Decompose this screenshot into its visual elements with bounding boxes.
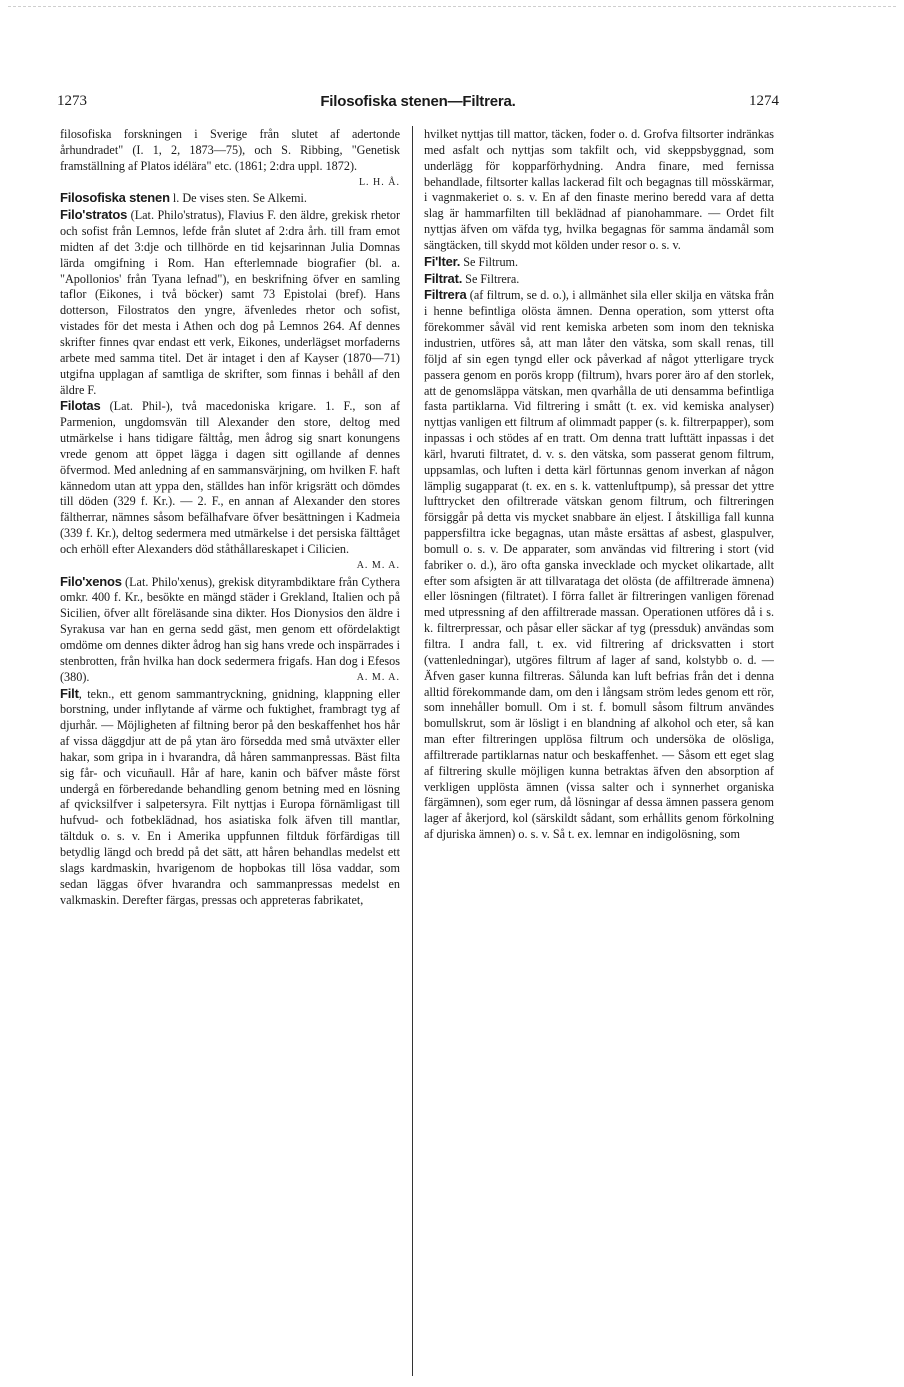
page-number-right: 1274 — [749, 93, 779, 109]
headword: Filtrera — [424, 287, 467, 303]
entry-text: hvilket nyttjas till mattor, täcken, foder o. d. Grofva filtsorter indränkas med asfalt och nyttjas som takfilt och, vid skeppsbyggnad, som underlägg för kopparförhydning. Andra finare, med fernissa behandlade, filtsorter kallas lackerad filt och begagnas till mösskärmar, i vagnmakeriet o. s. v. En af den finaste merino beredd vara af detta slag är hammarfilten till beklädnad af pianohammare. — Ordet filt nyttjas äfven om väfda tyg, hvilka begagnas för samma ändamål som sängtäcken, till skydd mot kölden under resor o. s. v. — [424, 127, 774, 252]
entry-text: Se Filtrum. — [460, 254, 519, 269]
running-title: Filosofiska stenen—Filtrera. — [320, 93, 516, 110]
entry — [60, 686, 400, 909]
entry-text: (Lat. Philo'stratus), Flavius F. den äldre, grekisk rhetor och sofist från Lemnos, lefde från slutet af 2:dra årh. till fram emot midten af det 3:dje och tillhörde en tid kejsarinnan Julia Domnas lärda omgifning i Rom. Han efterlemnade biografier (bl. a. "Apollonios' från Tyana lefnad"), en beskrifning öfver en samling taflor (Eikones, i två böcker) samt 73 Epistolai (bref). Hans dotterson, Filostratos den yngre, äfvenledes rhetor och sofist, vistades för det mesta i Athen och dog på Lemnos 264. Af dennes skrifter finnes qvar endast ett verk, Eikones, underlägset morfaderns arbete med samma titel. Det är intaget i den af Kayser (1870—71) utgifna upplagan af samtliga de skrifter, som finnas i behåll af den äldre F. — [60, 208, 400, 397]
headword: Filotas — [60, 398, 101, 414]
headword: Filo'stratos — [60, 207, 128, 223]
left-column — [60, 126, 400, 1374]
page-number-left: 1273 — [57, 93, 87, 109]
page-header — [57, 93, 779, 115]
entry — [424, 254, 774, 271]
entry — [60, 574, 400, 686]
entry-text: (Lat. Phil-), två macedoniska krigare. 1. F., son af Parmenion, ungdomsvän till Alexander den store, deltog med utmärkelse i hans tidigare fälttåg, men ådrog sig snart konungens vrede genom att öppet lägga i dagen sitt ogillande af dennes öfvermod. Med anledning af en sammansvärjning, om hvilken F. haft kännedom utan att yppa den, ställdes han inför krigsrätt och dömdes till döden (329 f. Kr.). — 2. F., en annan af Alexander den stores fältherrar, nämnes såsom befälhafvare öfver besättningen i Kadmeia (339 f. Kr.), deltog sedermera med utmärkelse i det persiska fälttåget och erhöll efter Alexanders död ståthållareskapet i Cilicien. — [60, 399, 400, 556]
headword: Filo'xenos — [60, 573, 122, 589]
author-signature: A. M. A. — [356, 671, 400, 683]
entry-text: l. De vises sten. Se Alkemi. — [169, 191, 307, 206]
entry-text: Se Filtrera. — [462, 271, 520, 286]
entry-text: , tekn., ett genom sammantryckning, gnidning, klappning eller borstning, under inflytande af värme och fuktighet, frambragt tyg af djurhår. — Möjligheten af filtning beror på den beskaffenhet hos hår af vissa däggdjur att de på ytan äro försedda med små utväxter eller hakar, som gripa in i hvarandra, då håren sammanpressas. Bäst filta sig får- och vicuñaull. Hår af hare, kanin och bäfver måste först undergå en förberedande behandling genom betning med en lösning af qvicksilfver i salpetersyra. Filt nyttjas i Europa förnämligast till hufvud- och fotbeklädnad, hos asiatiska folk äfven till mantlar, tältduk o. s. v. En i Amerika uppfunnen filtduk förfärdigas till betydlig längd och bredd på det sätt, att håren behandlas medelst ett slags kardmaskin, hvarigenom de hopbokas till lösa vaddar, som sedan läggas öfver hvarandra och sammanpressas medelst en valkmaskin. Derefter färgas, pressas och appreteras fabrikatet, — [60, 686, 400, 907]
headword: Fi'lter. — [424, 253, 461, 269]
entry — [60, 398, 400, 571]
author-signature: L. H. Å. — [358, 176, 400, 188]
headword: Filtrat. — [424, 270, 463, 286]
author-signature: A. M. A. — [356, 559, 400, 571]
entry — [60, 207, 400, 398]
entry — [424, 126, 774, 254]
column-divider — [412, 126, 413, 1376]
entry-text: (af filtrum, se d. o.), i allmänhet sila eller skilja en vätska från i henne befintliga olösta ämnen. Denna operation, som ytterst ofta förekommer såväl vid rent kemiska arbeten som inom den tekniska industrien, utföres så, att man låter den vätska, som skall renas, till följd af sin egen tyngd eller ock påverkad af något ytterligare tryck passera genom en porös kropp (filtrum), hvars porer äro af den storlek, att de genomsläppa vätskan, men qvarhålla de uti densamma befintliga fasta partiklarna. Vid filtrering i smått (t. ex. vid kemiska analyser) nyttjas vanligen ett filtrum af olimmadt papper (s. k. filtrerpapper), som inpassas i och stödes af en tratt. Om denna tratt lufttätt inpassas i det kärl, hvaruti filtratet, d. v. s. den vätska, som passerat genom filtrum, uppsamlas, och luften i detta kärl förtunnas genom inverkan af någon lämplig sugapparat (t. ex. en s. k. vattenluftpump), så pressar det yttre lufttrycket den ofiltrerade vätskan genom filtrum, och filtreringen försiggår på detta vis mycket snabbare än eljest. I åtskilliga fall kunna pappersfiltra icke begagnas, utan måste ersättas af asbest, glaspulver, bomull o. s. v. De apparater, som användas vid filtrering i stort (vid fabriker o. d.), äro ofta ganska invecklade och mycket olikartade, allt efter som afsigten är att tillvarataga det olösta (de affiltrerade ämnena) eller lösningen (filtratet). I förra fallet är filtreringen vanligen förenad med utpressning af den affiltrerade massan. Operationen utföres då i s. k. filtrerpressar, och påsar eller säckar af tyg (pressduk) användas som filtra. I andra fall, t. ex. vid filtrering af dricksvatten i stort (vattenledningar), utgöres filtrum af lager af sand, kolstybb o. d. — Äfven gaser kunna filtreras. Sålunda kan luft befrias från det i denna alltid förekommande dam, om den i långsam ström ledes genom ett rör, som innehåller bomull. Om i st. f. bomull såsom filtrum användes bomullskrut, som är lösligt i en blandning af alkohol och eter, så kan man efter filtreringen upplösa filtrum och undersöka de olösliga, affiltrerade partiklarnas natur och beskaffenhet. — Såsom ett eget slag af filtrering skulle möjligen kunna betraktas äfven den absorption af verkligen upplösta ämnen (vissa salter och i synnerhet organiska färgämnen), som eger rum, då lösningar af dessa ämnen passera genom lager af åkerjord, kol (särskildt sådant, som erhållits genom förkolning af djuriska ämnen) o. s. v. Så t. ex. lemnar en indigolösning, som — [424, 288, 774, 842]
headword: Filt — [60, 685, 79, 701]
entry — [424, 287, 774, 843]
entry-text: (Lat. Philo'xenus), grekisk dityrambdiktare från Cythera omkr. 400 f. Kr., besökte en mängd städer i Grekland, Italien och på Sicilien, öfver allt föreläsande sina dikter. Hos Dionysios den äldre i Syrakusa var han en gerna sedd gäst, men genom ett ofördelaktigt omdöme om dennes dikter ådrog han sig hans vrede och inspärrades i stenbrotten, från hvilka han dock sedermera frigafs. Han dog i Efesos (380). — [60, 574, 400, 684]
right-column — [424, 126, 774, 1374]
headword: Filosofiska stenen — [60, 190, 170, 206]
entry — [60, 190, 400, 207]
scan-edge-line — [8, 6, 896, 7]
entry — [424, 271, 774, 288]
entry-text: filosofiska forskningen i Sverige från slutet af adertonde århundradet" (I. 1, 2, 1873—75), och S. Ribbing, "Genetisk framställning af Platos idélära" etc. (1861; 2:dra uppl. 1872). — [60, 127, 400, 173]
entry — [60, 126, 400, 188]
